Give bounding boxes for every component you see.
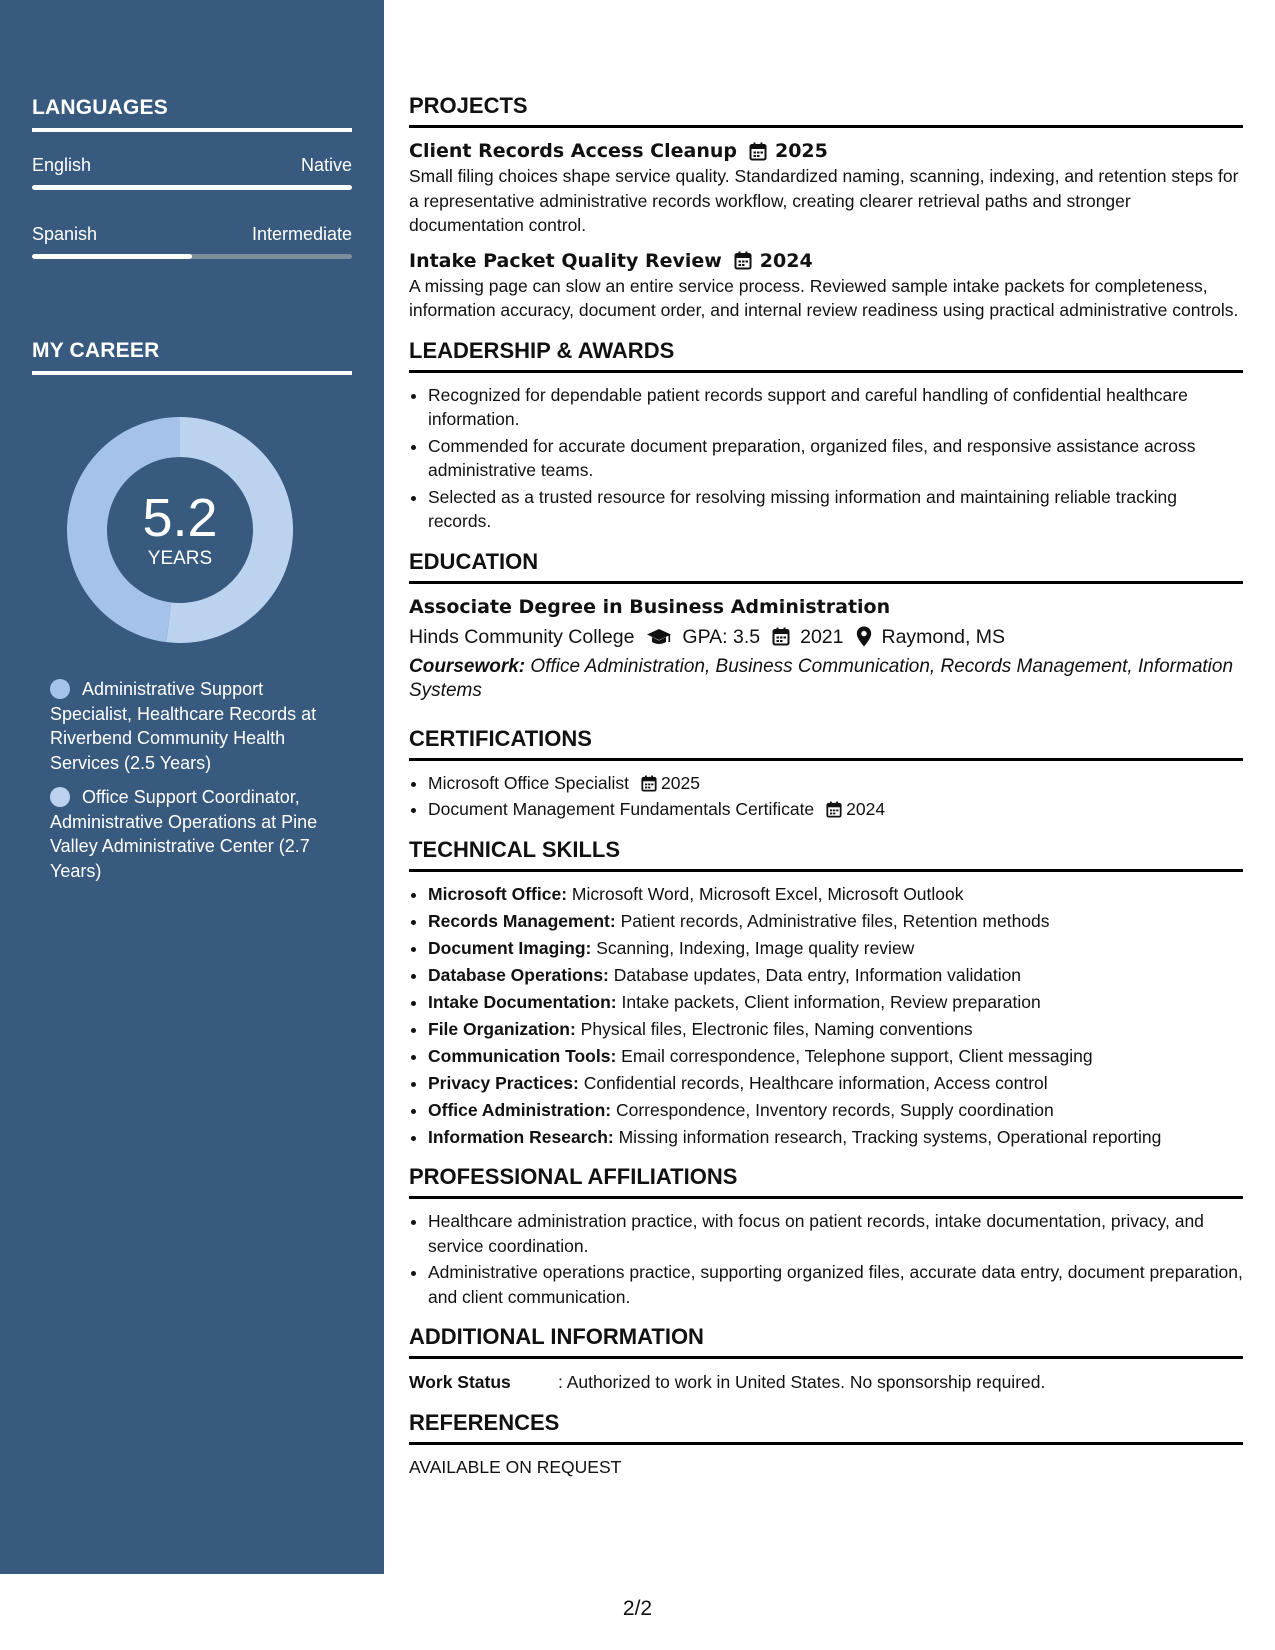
skill-item [428, 1125, 1243, 1150]
main-content [409, 92, 1243, 1494]
gpa: GPA: 3.5 [682, 625, 761, 648]
total-years-value: 5.2 [142, 488, 218, 548]
skill-value: Scanning, Indexing, Image quality review [596, 937, 915, 958]
projects-section [409, 92, 1243, 323]
certifications-section [409, 725, 1243, 822]
skill-label: Database Operations: [428, 964, 609, 985]
skill-item [428, 936, 1243, 961]
language-level: Intermediate [251, 224, 352, 244]
skill-item [428, 909, 1243, 934]
career-legend-dot [50, 679, 70, 699]
education-meta [409, 621, 1243, 653]
skill-label: Document Imaging: [428, 937, 592, 958]
donut-center [67, 417, 293, 643]
skill-value: Database updates, Data entry, Information validation [613, 964, 1022, 985]
coursework [409, 655, 1243, 703]
certifications-heading: CERTIFICATIONS [409, 725, 1243, 761]
additional-section [409, 1323, 1243, 1395]
skill-label: Intake Documentation: [428, 991, 617, 1012]
work-status-row [409, 1369, 1243, 1395]
leadership-item: • Recognized for dependable patient records support and careful handling of confidential healthcare information. [428, 383, 1243, 432]
references-heading: REFERENCES [409, 1409, 1243, 1445]
coursework-label: Coursework: [409, 655, 526, 677]
sidebar [0, 0, 384, 1574]
career-item-text: Administrative Support Specialist, Healthcare Records at Riverbend Community Health Services (2.5 Years) [50, 679, 317, 773]
calendar-icon [826, 801, 842, 818]
additional-heading: ADDITIONAL INFORMATION [409, 1323, 1243, 1359]
certification-item [428, 771, 1243, 796]
skill-label: Privacy Practices: [428, 1072, 579, 1093]
graduation-cap-icon [646, 628, 672, 646]
skill-label: Microsoft Office: [428, 883, 568, 904]
project-title-row [409, 138, 1243, 164]
leadership-list [409, 383, 1243, 534]
affiliations-list [409, 1209, 1243, 1309]
language-bar-spanish [32, 254, 352, 259]
language-name: English [32, 155, 92, 175]
certification-item [428, 797, 1243, 822]
skill-value: Email correspondence, Telephone support, Client messaging [621, 1045, 1093, 1066]
language-row-english [32, 155, 352, 176]
certification-name: Microsoft Office Specialist [428, 772, 629, 793]
certification-year: 2024 [846, 799, 886, 819]
career-heading: MY CAREER [32, 339, 352, 375]
education-heading: EDUCATION [409, 548, 1243, 584]
skill-value: Microsoft Word, Microsoft Excel, Microsoft Outlook [571, 883, 964, 904]
certification-name: Document Management Fundamentals Certificate [428, 799, 815, 819]
project-year: 2024 [759, 249, 813, 272]
skill-item [428, 963, 1243, 988]
language-bar-english [32, 185, 352, 190]
leadership-heading: LEADERSHIP & AWARDS [409, 337, 1243, 373]
affiliation-item: • Administrative operations practice, supporting organized files, accurate data entry, document preparation, and client communication. [428, 1260, 1243, 1309]
skill-item [428, 1098, 1243, 1123]
skills-list [409, 882, 1243, 1150]
references-text: AVAILABLE ON REQUEST [409, 1457, 622, 1477]
skill-item [428, 882, 1243, 907]
skills-heading: TECHNICAL SKILLS [409, 836, 1243, 872]
career-legend-dot [50, 787, 70, 807]
skill-item [428, 1017, 1243, 1042]
projects-heading: PROJECTS [409, 92, 1243, 128]
affiliation-item: • Healthcare administration practice, with focus on patient records, intake documentation, privacy, and service coordination. [428, 1209, 1243, 1258]
language-level: Native [300, 155, 352, 175]
skill-item [428, 1071, 1243, 1096]
language-bar-fill [32, 254, 192, 259]
leadership-item: • Commended for accurate document preparation, organized files, and responsive assistance across administrative teams. [428, 434, 1243, 483]
calendar-icon [749, 142, 767, 161]
degree-title: Associate Degree in Business Administration [409, 595, 891, 618]
career-item [50, 677, 340, 775]
project-title-row [409, 248, 1243, 274]
skill-label: Office Administration: [428, 1099, 612, 1120]
skill-item [428, 1044, 1243, 1069]
language-bar-fill [32, 185, 352, 190]
graduation-year: 2021 [800, 625, 844, 648]
certifications-list [409, 771, 1243, 822]
page-number: 2/2 [622, 1597, 653, 1620]
language-row-spanish [32, 224, 352, 245]
skill-value: Confidential records, Healthcare information, Access control [583, 1072, 1048, 1093]
work-status-label: Work Status [409, 1372, 511, 1392]
career-item [50, 785, 340, 883]
project-description: Small filing choices shape service quality. Standardized naming, scanning, indexing, and retention steps for a representative administrative records workflow, creating clearer retrieval paths and stronger documentation control. [409, 166, 1239, 235]
skill-item [428, 990, 1243, 1015]
references-section [409, 1409, 1243, 1480]
skill-value: Physical files, Electronic files, Naming conventions [580, 1018, 973, 1039]
location-pin-icon [856, 626, 872, 647]
school-name: Hinds Community College [409, 625, 635, 648]
project-description: A missing page can slow an entire service process. Reviewed sample intake packets for completeness, information accuracy, document order, and internal review readiness using practical administrative controls. [409, 275, 1239, 320]
skill-value: Patient records, Administrative files, Retention methods [620, 910, 1050, 931]
education-location: Raymond, MS [881, 625, 1006, 648]
skill-value: Intake packets, Client information, Review preparation [621, 991, 1041, 1012]
skill-value: Missing information research, Tracking systems, Operational reporting [618, 1126, 1162, 1147]
project-year: 2025 [774, 140, 828, 162]
certification-year: 2025 [661, 772, 700, 793]
career-list [50, 677, 340, 893]
leadership-item: • Selected as a trusted resource for resolving missing information and maintaining reliable tracking records. [428, 485, 1243, 534]
skill-label: Records Management: [428, 910, 616, 931]
calendar-icon [772, 627, 790, 646]
coursework-list: Office Administration, Business Communication, Records Management, Information Systems [409, 655, 1234, 701]
skill-label: File Organization: [428, 1018, 576, 1039]
project-item [409, 248, 1243, 323]
project-title: Client Records Access Cleanup [409, 140, 737, 162]
project-title: Intake Packet Quality Review [409, 249, 722, 272]
skill-value: Correspondence, Inventory records, Supply coordination [615, 1099, 1054, 1120]
leadership-section [409, 337, 1243, 534]
calendar-icon [641, 775, 657, 792]
language-name: Spanish [32, 224, 98, 244]
education-section [409, 548, 1243, 703]
project-item [409, 138, 1243, 238]
skill-label: Information Research: [428, 1126, 614, 1147]
work-status-value: : Authorized to work in United States. No sponsorship required. [558, 1372, 1046, 1392]
skill-label: Communication Tools: [428, 1045, 617, 1066]
career-item-text: Office Support Coordinator, Administrative Operations at Pine Valley Administrative Center (2.7 Years) [50, 787, 318, 881]
total-years-unit: YEARS [147, 548, 213, 569]
skills-section [409, 836, 1243, 1150]
career-donut-chart [67, 417, 293, 643]
languages-heading: LANGUAGES [32, 96, 352, 132]
affiliations-heading: PROFESSIONAL AFFILIATIONS [409, 1163, 1243, 1199]
affiliations-section [409, 1163, 1243, 1309]
calendar-icon [734, 251, 752, 270]
